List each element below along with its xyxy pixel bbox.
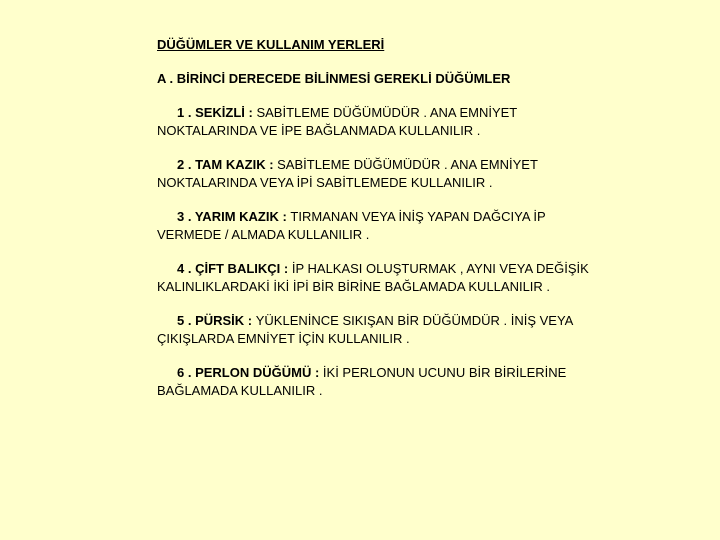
- knot-name: 1 . SEKİZLİ :: [177, 105, 257, 120]
- document-title: DÜĞÜMLER VE KULLANIM YERLERİ: [157, 37, 385, 52]
- knot-item-1: [157, 104, 607, 140]
- knot-description: TIRMANAN VEYA İNİŞ YAPAN DAĞCIYA İP VERMEDE / ALMADA KULLANILIR .: [157, 209, 546, 242]
- knot-description: YÜKLENİNCE SIKIŞAN BİR DÜĞÜMDÜR . İNİŞ VEYA ÇIKIŞLARDA EMNİYET İÇİN KULLANILIR .: [157, 313, 573, 346]
- knot-name: 2 . TAM KAZIK :: [177, 157, 278, 172]
- knot-description: SABİTLEME DÜĞÜMÜDÜR . ANA EMNİYET NOKTALARINDA VE İPE BAĞLANMADA KULLANILIR .: [157, 105, 517, 138]
- knot-name: 5 . PÜRSİK :: [177, 313, 256, 328]
- knot-item-4: [157, 260, 607, 296]
- knot-description: İKİ PERLONUN UCUNU BİR BİRİLERİNE BAĞLAMADA KULLANILIR .: [157, 365, 567, 398]
- knot-item-3: [157, 208, 607, 244]
- knot-description: İP HALKASI OLUŞTURMAK , AYNI VEYA DEĞİŞİK KALINLIKLARDAKİ İKİ İPİ BİR BİRİNE BAĞLAMADA KULLANILIR .: [157, 261, 589, 294]
- document-body: [157, 36, 607, 416]
- knot-item-6: [157, 364, 607, 400]
- section-heading: A . BİRİNCİ DERECEDE BİLİNMESİ GEREKLİ DÜĞÜMLER: [157, 71, 511, 86]
- knot-name: 3 . YARIM KAZIK :: [177, 209, 291, 224]
- knot-item-5: [157, 312, 607, 348]
- knot-description: SABİTLEME DÜĞÜMÜDÜR . ANA EMNİYET NOKTALARINDA VEYA İPİ SABİTLEMEDE KULLANILIR .: [157, 157, 538, 190]
- knot-name: 4 . ÇİFT BALIKÇI :: [177, 261, 292, 276]
- knot-item-2: [157, 156, 607, 192]
- knot-name: 6 . PERLON DÜĞÜMÜ :: [177, 365, 323, 380]
